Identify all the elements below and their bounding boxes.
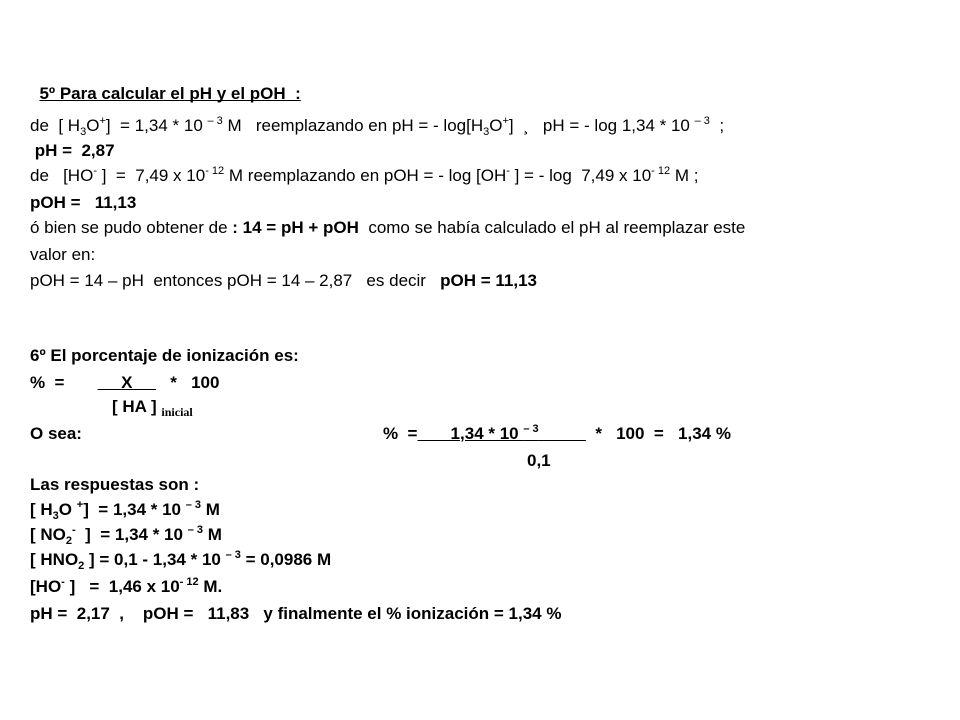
h3o-concentration-line: de [ $H_3O^+] = 1,34 * 10$ $^{- 3}$ M reemplazando en pH = - $\log[H_3O^+]$ ¸ pH = - log 1,34 * 10 $^{- 3}$ ; bbox=[30, 115, 725, 138]
section-5-title bbox=[30, 64, 301, 104]
ph-result: pH = 2,87 bbox=[30, 141, 115, 160]
inicial-label: inicial bbox=[161, 405, 193, 419]
poh-derivation: pOH = 14 – pH entonces pOH = 14 – 2,87 es decir pOH = 11,13 bbox=[30, 271, 537, 290]
calc-numerator: 1,34 * 10 $^{- 3}$ bbox=[417, 423, 539, 443]
alternative-line-cont: valor en: bbox=[30, 245, 96, 264]
o-sea-label: O sea: bbox=[30, 424, 82, 443]
answer-ho: [HO- ] = 1,46 x $10^{- 12}$ M. bbox=[30, 576, 223, 596]
denominator-ha: [ HA ] $_{inicial}$ bbox=[112, 397, 193, 419]
ho-concentration-line: de [HO- ] = 7,49 x $10^{- 12}$ M reemplazando en pOH = - log [OH- ] = - log 7,49 x $10^{- 12}$ M ; bbox=[30, 165, 699, 185]
answer-ph-poh-percent: pH = 2,17 , pOH = 11,83 y finalmente el % ionización = 1,34 % bbox=[30, 604, 562, 623]
numerator-x: X bbox=[97, 373, 157, 392]
answer-hno2: [ $HNO_2$ ] = 0,1 - 1,34 * 10 $^{- 3}$ = 0,0986 M bbox=[30, 549, 332, 572]
section-5-title-text: 5º Para calcular el pH y el pOH : bbox=[39, 84, 301, 103]
alternative-line: ó bien se pudo obtener de : 14 = pH + pOH como se había calculado el pH al reemplazar este bbox=[30, 218, 746, 237]
answer-no2: [ $NO_2^-$ ] = 1,34 * 10 $^{- 3}$ M bbox=[30, 524, 222, 547]
poh-result: pOH = 11,13 bbox=[30, 193, 137, 212]
section-6-title: 6º El porcentaje de ionización es: bbox=[30, 346, 299, 365]
calc-denominator: 0,1 bbox=[527, 451, 551, 470]
answer-h3o: [ $H_3O$ +] = 1,34 * 10 $^{- 3}$ M bbox=[30, 499, 220, 522]
answers-title: Las respuestas son : bbox=[30, 475, 200, 494]
percent-calculation: % = 1,34 * 10 $^{- 3}$ * 100 = 1,34 % bbox=[383, 423, 731, 443]
percent-formula: % = X * 100 bbox=[30, 373, 220, 392]
